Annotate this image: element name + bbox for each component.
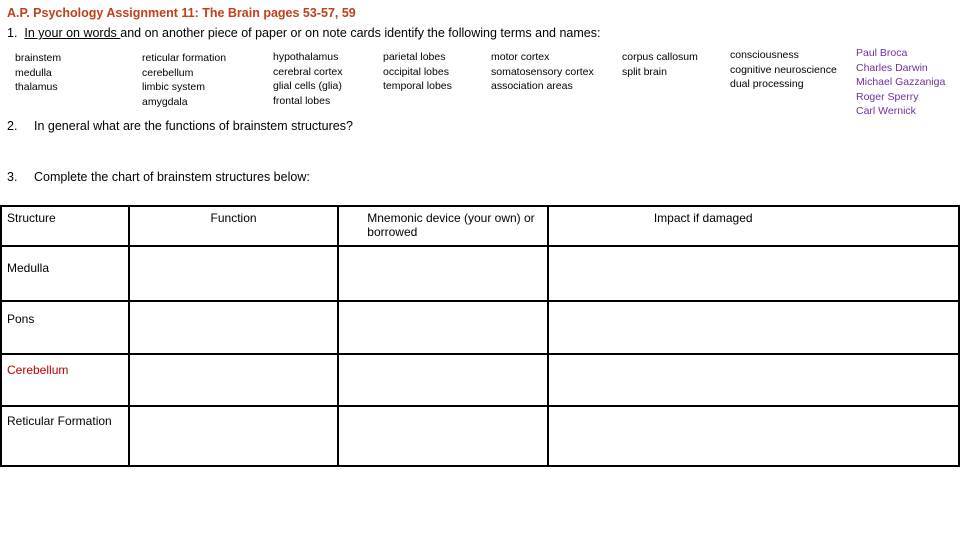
function-cell[interactable]	[129, 246, 338, 301]
mnemonic-cell[interactable]	[338, 354, 548, 406]
term: hypothalamus	[273, 51, 339, 63]
row-cerebellum: Cerebellum	[1, 354, 129, 406]
mnemonic-cell[interactable]	[338, 406, 548, 466]
q3-number: 3.	[7, 170, 18, 184]
name: Carl Wernick	[856, 105, 916, 117]
impact-cell[interactable]	[548, 246, 959, 301]
row-medulla: Medulla	[1, 246, 129, 301]
question-2: In general what are the functions of brainstem structures?	[34, 119, 353, 133]
term: temporal lobes	[383, 80, 452, 92]
q1-text: and on another piece of paper or on note cards identify the following terms and names:	[120, 26, 601, 40]
name: Charles Darwin	[856, 61, 928, 74]
names-list	[856, 46, 945, 119]
impact-cell[interactable]	[548, 406, 959, 466]
term: brainstem	[15, 52, 62, 64]
row-pons: Pons	[1, 301, 129, 354]
name: Roger Sperry	[856, 90, 919, 103]
term: occipital lobes	[383, 65, 449, 78]
header-impact: Impact if damaged	[548, 206, 959, 246]
term: limbic system	[142, 81, 206, 93]
name: Michael Gazzaniga	[856, 76, 946, 88]
term: somatosensory cortex	[491, 65, 594, 78]
mnemonic-cell[interactable]	[338, 246, 548, 301]
term: cognitive neuroscience	[730, 63, 837, 76]
assignment-title: A.P. Psychology Assignment 11: The Brain pages 53-57, 59	[7, 6, 356, 20]
terms-col-5	[491, 50, 594, 94]
mnemonic-cell[interactable]	[338, 301, 548, 354]
question-1	[7, 26, 600, 40]
term: dual processing	[730, 78, 804, 90]
term: split brain	[622, 65, 667, 78]
function-cell[interactable]	[129, 354, 338, 406]
header-structure: Structure	[1, 206, 129, 246]
term: cerebellum	[142, 66, 194, 79]
impact-cell[interactable]	[548, 354, 959, 406]
term: amygdala	[142, 95, 188, 108]
term: parietal lobes	[383, 51, 446, 63]
terms-col-6	[622, 50, 698, 79]
brainstem-chart	[0, 205, 960, 467]
terms-col-1	[15, 51, 61, 95]
term: motor cortex	[491, 51, 550, 63]
function-cell[interactable]	[129, 301, 338, 354]
term: medulla	[15, 66, 52, 79]
q1-underlined: In your on words	[24, 26, 121, 40]
term: cerebral cortex	[273, 65, 343, 78]
term: frontal lobes	[273, 94, 331, 107]
name: Paul Broca	[856, 47, 908, 59]
q1-number: 1.	[7, 26, 18, 40]
q2-number: 2.	[7, 119, 18, 133]
function-cell[interactable]	[129, 406, 338, 466]
term: glial cells (glia)	[273, 80, 342, 92]
terms-col-7	[730, 48, 837, 92]
terms-col-3	[273, 50, 342, 108]
row-reticular-formation: Reticular Formation	[1, 406, 129, 466]
terms-col-4	[383, 50, 452, 94]
header-function: Function	[129, 206, 338, 246]
term: corpus callosum	[622, 51, 698, 63]
terms-col-2	[142, 51, 226, 109]
term: consciousness	[730, 49, 799, 61]
impact-cell[interactable]	[548, 301, 959, 354]
question-3: Complete the chart of brainstem structures below:	[34, 170, 310, 184]
header-mnemonic: Mnemonic device (your own) or borrowed	[338, 206, 548, 246]
term: association areas	[491, 80, 573, 92]
term: reticular formation	[142, 52, 227, 64]
term: thalamus	[15, 81, 58, 93]
